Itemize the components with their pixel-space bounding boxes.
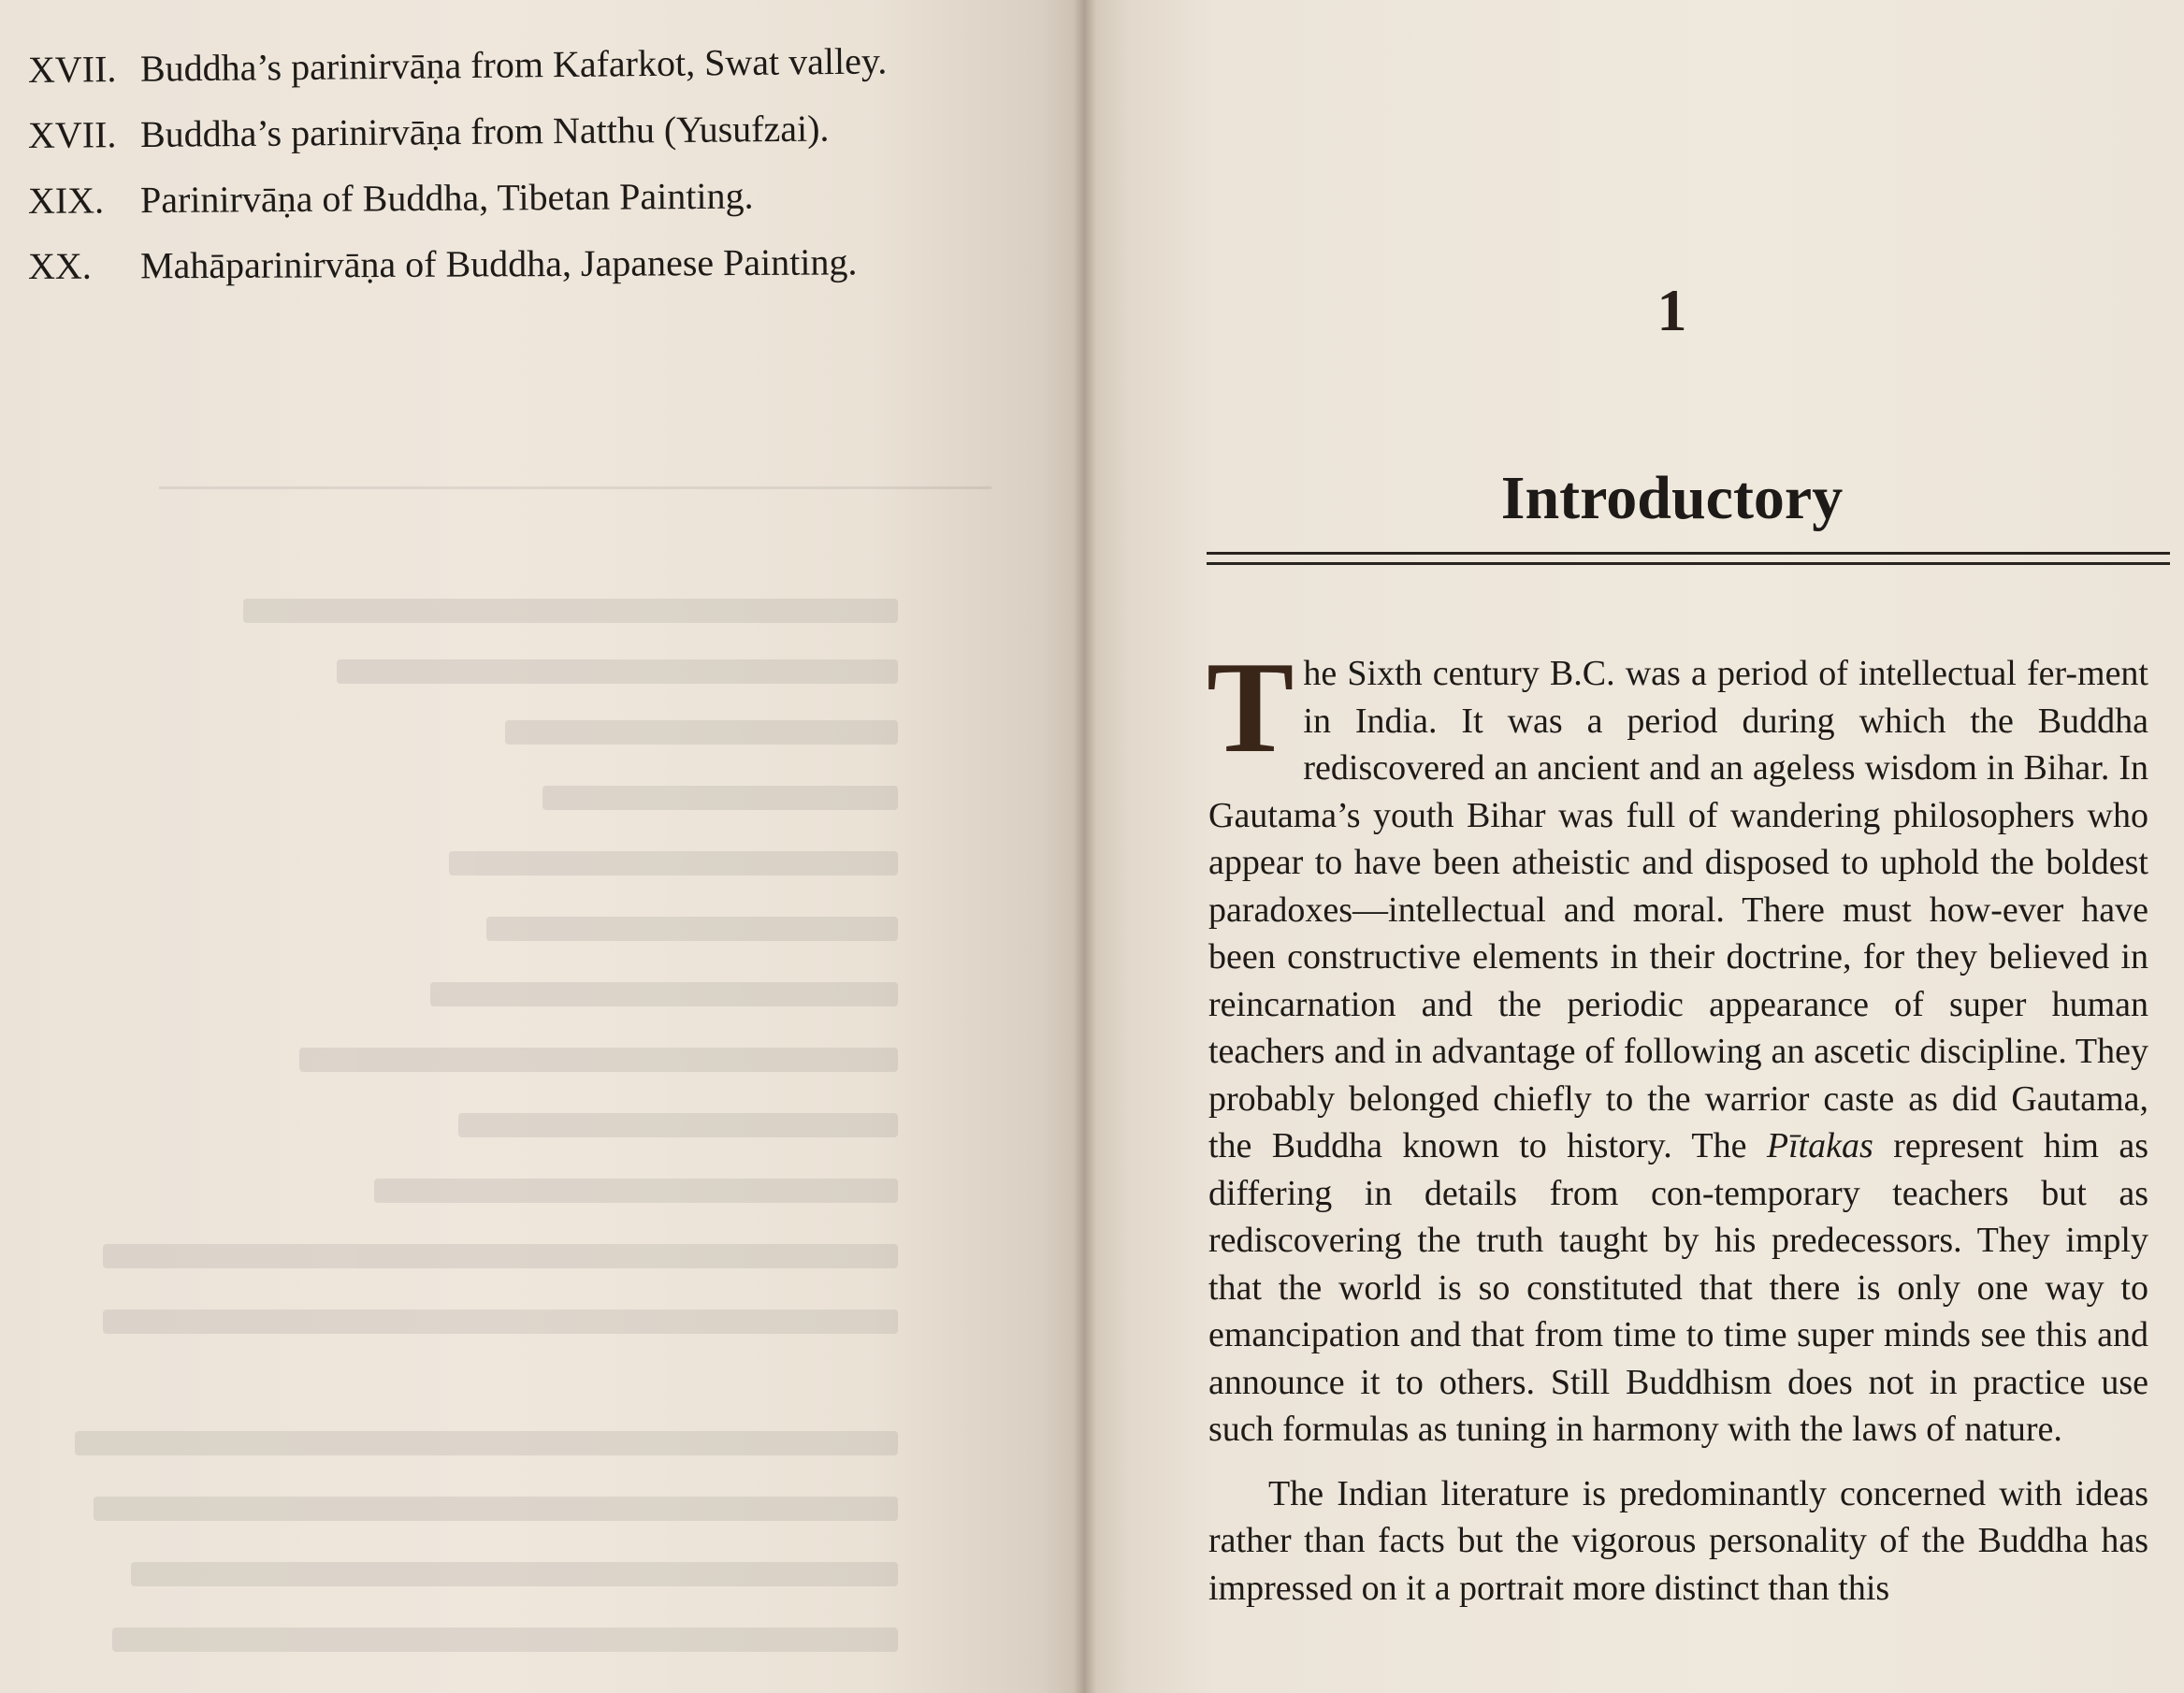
italic-term: Pītakas — [1766, 1126, 1873, 1165]
body-text — [1207, 635, 2148, 1612]
plate-number: XIX. — [27, 179, 105, 222]
bleed-line — [374, 1179, 898, 1203]
plate-list — [28, 37, 1038, 299]
plate-number: XVII. — [27, 48, 117, 91]
chapter-title: Introductory — [1500, 464, 1844, 532]
bleed-line — [243, 599, 898, 623]
plate-title: Buddha’s parinirvāṇa from Kafarkot, Swat valley. — [139, 39, 888, 90]
plate-title: Buddha’s parinirvāṇa from Natthu (Yusufzai). — [139, 107, 830, 155]
plate-number: XX. — [27, 244, 92, 287]
right-page — [1085, 0, 2184, 1693]
bleed-line — [112, 1628, 898, 1652]
bleed-line — [299, 1048, 898, 1072]
bleed-line — [103, 1244, 898, 1268]
bleed-line — [75, 1431, 898, 1455]
bleed-line — [505, 720, 898, 745]
book-gutter — [1074, 0, 1096, 1693]
paragraph: The Indian literature is predominantly concerned with ideas rather than facts but the vigorous personality of the Buddha has impressed on it a portrait more distinct than this — [1208, 1473, 2148, 1608]
bleed-line — [430, 982, 898, 1006]
bleed-line — [458, 1113, 898, 1137]
paragraph-text: represent him as differing in details from con-temporary teachers but as rediscovering the truth taught by his predecessors. They imply that the world is so constituted that there is only one way to emancipation and that from time to time super minds see this and announce it to others. Still Buddhism does not in practice use such formulas as tuning in harmony with the laws of nature. — [1208, 1126, 2148, 1449]
bleed-line — [94, 1497, 898, 1521]
plate-number: XVII. — [27, 113, 117, 156]
double-rule — [1207, 552, 2170, 565]
bleed-line — [131, 1562, 898, 1586]
left-page — [0, 0, 1085, 1693]
plate-title: Mahāparinirvāṇa of Buddha, Japanese Painting. — [139, 240, 858, 287]
bleed-line — [486, 917, 898, 941]
drop-cap: T — [1207, 635, 1294, 780]
chapter-number: 1 — [1656, 277, 1687, 343]
bleed-line — [103, 1310, 898, 1334]
plate-row — [28, 94, 1039, 168]
plate-row — [28, 228, 1038, 299]
bleed-rule — [159, 486, 991, 489]
plate-title: Parinirvāṇa of Buddha, Tibetan Painting. — [139, 174, 754, 222]
paragraph-text: he Sixth century B.C. was a period of intellectual fer-ment in India. It was a period during which the Buddha rediscovered an ancient and an ageless wisdom in Bihar. In Gautama’s youth Bihar was full of wandering philosophers who appear to have been atheistic and disposed to uphold the boldest paradoxes—intellectual and moral. There must how-ever have been constructive elements in their doctrine, for they believed in reincarnation and the periodic appearance of super human teachers and in advantage of following an ascetic discipline. They probably belonged chiefly to the warrior caste as did Gautama, the Buddha known to history. The — [1208, 654, 2148, 1165]
paragraph — [1207, 635, 2148, 1454]
bleed-line — [542, 786, 898, 810]
bleed-line — [337, 659, 898, 684]
plate-row — [28, 27, 1039, 103]
plate-row — [28, 161, 1038, 234]
bleed-line — [449, 851, 898, 875]
